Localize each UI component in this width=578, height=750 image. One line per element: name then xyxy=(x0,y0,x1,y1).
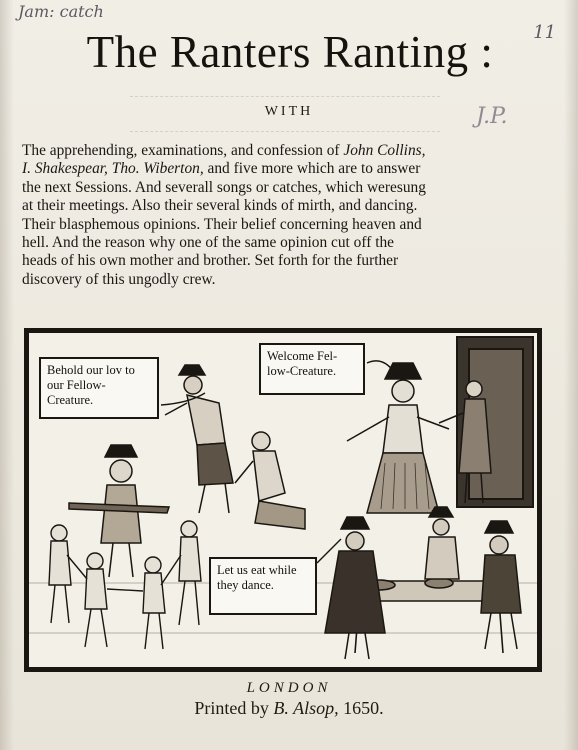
description-line: The apprehending, examinations, and confession of John Collins, xyxy=(22,142,426,159)
page-title: The Ranters Ranting : xyxy=(86,27,494,77)
description-line: the next Sessions. And severall songs or catches, which weresung xyxy=(22,178,426,196)
handwritten-annotation: Jam: catch xyxy=(18,2,104,21)
speech-bubble-fiddler: Behold our lov to our Fellow-Creature. xyxy=(39,357,159,419)
handwritten-page-number: 11 xyxy=(533,22,556,43)
speech-bubble-welcome: Welcome Fel-low-Creature. xyxy=(259,343,365,395)
title-description xyxy=(22,142,550,289)
description-line: I. Shakespear, Tho. Wiberton, and five more which are to answer xyxy=(22,160,421,178)
figure-bowing-man xyxy=(165,365,233,513)
description-line: heads of his own mother and brother. Set forth for the further xyxy=(22,252,399,270)
description-line: discovery of this ungodly crew. xyxy=(22,270,216,288)
woodcut-illustration xyxy=(24,328,542,672)
handwritten-initials: J.P. xyxy=(476,104,508,129)
description-line: hell. And the reason why one of the same opinion cut off the xyxy=(22,234,394,252)
speech-bubble-eat: Let us eat while they dance. xyxy=(209,557,317,615)
imprint-city: LONDON xyxy=(246,680,332,696)
with-heading: WITH xyxy=(264,104,314,119)
figure-kneeling xyxy=(235,432,305,529)
description-line: Their blasphemous opinions. Their belief concerning heaven and xyxy=(22,215,422,233)
imprint-line: Printed by B. Alsop, 1650. xyxy=(194,698,384,718)
description-line: at their meetings. Also their several kinds of mirth, and dancing. xyxy=(22,197,418,215)
